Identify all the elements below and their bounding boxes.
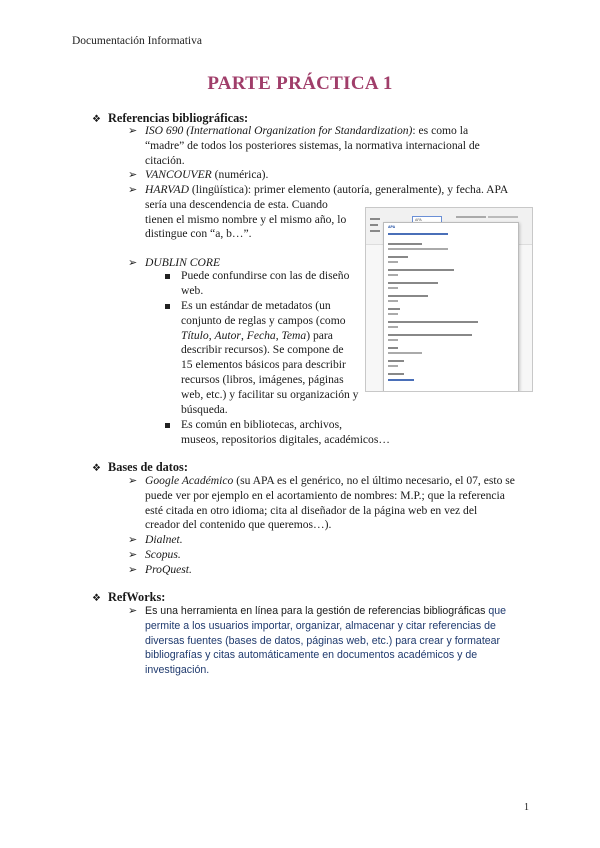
section-heading-databases: ❖ Bases de datos: (92, 460, 188, 474)
arrow-bullet-icon: ➢ (128, 125, 138, 137)
page-title: PARTE PRÁCTICA 1 (207, 73, 393, 94)
arrow-bullet-icon: ➢ (128, 534, 138, 546)
refworks-paragraph: Es una herramienta en línea para la gestión de referencias bibliográficas que permite a los usuarios importar, organizar, almacenar y citar referencias de diversas fuentes (bases de datos, páginas web, etc.) para crear y formatear bibliografías y citas automáticamente en documentos académicos y de investigación. (145, 605, 507, 677)
style-dropdown: APA (383, 222, 519, 392)
iso-paragraph: ISO 690 (International Organization for Standardization): es como la “madre” de todos los posteriores sistemas, la normativa internacional de citación. (145, 124, 480, 167)
running-header: Documentación Informativa (72, 35, 202, 47)
dublin-bullet-3: Es común en bibliotecas, archivos, museos, repositorios digitales, académicos… (181, 418, 390, 446)
style-select: APA (412, 216, 442, 225)
arrow-bullet-icon: ➢ (128, 169, 138, 181)
diamond-bullet-icon: ❖ (92, 593, 101, 604)
citation-style-screenshot (365, 207, 533, 392)
google-academico-paragraph: Google Académico (su APA es el genérico, no el último necesario, el 07, esto se puede ver por ejemplo en el acortamiento de nombres: M.P.; que la referencia esté citada en otro idioma; cita al diseñador de la página web en vez del creador del contenido que queremos…). (145, 474, 515, 532)
arrow-bullet-icon: ➢ (128, 475, 138, 487)
section-heading-refworks: ❖ RefWorks: (92, 590, 166, 604)
dublin-bullet-1: Puede confundirse con las de diseño web. (181, 269, 350, 297)
database-item: Dialnet. (145, 533, 183, 546)
arrow-bullet-icon: ➢ (128, 549, 138, 561)
diamond-bullet-icon: ❖ (92, 463, 101, 474)
section-heading-references: ❖ Referencias bibliográficas: (92, 111, 249, 125)
harvad-paragraph: HARVAD (lingüística): primer elemento (autoría, generalmente), y fecha. APA sería una descendencia de esta. Cuando tienen el mismo nombre y el mismo año, lo distingue con “a, b…”. (145, 183, 509, 241)
square-bullet-icon (165, 304, 170, 309)
vancouver-paragraph: VANCOUVER (numérica). (145, 168, 269, 181)
dublin-core-label: DUBLIN CORE (145, 256, 221, 269)
square-bullet-icon (165, 423, 170, 428)
database-item: ProQuest. (145, 563, 192, 576)
dublin-bullet-2: Es un estándar de metadatos (un conjunto de reglas y campos (como Título, Autor, Fecha, Tema) para describir recursos). Se compone de 15 elementos básicos para describir recursos (libros, imágenes, páginas web, etc.) y facilitar su organización y búsqueda. (181, 299, 359, 416)
arrow-bullet-icon: ➢ (128, 564, 138, 576)
arrow-bullet-icon: ➢ (128, 257, 138, 269)
arrow-bullet-icon: ➢ (128, 605, 138, 617)
page-number: 1 (524, 802, 529, 813)
arrow-bullet-icon: ➢ (128, 184, 138, 196)
database-item: Scopus. (145, 548, 181, 561)
square-bullet-icon (165, 274, 170, 279)
diamond-bullet-icon: ❖ (92, 114, 101, 125)
